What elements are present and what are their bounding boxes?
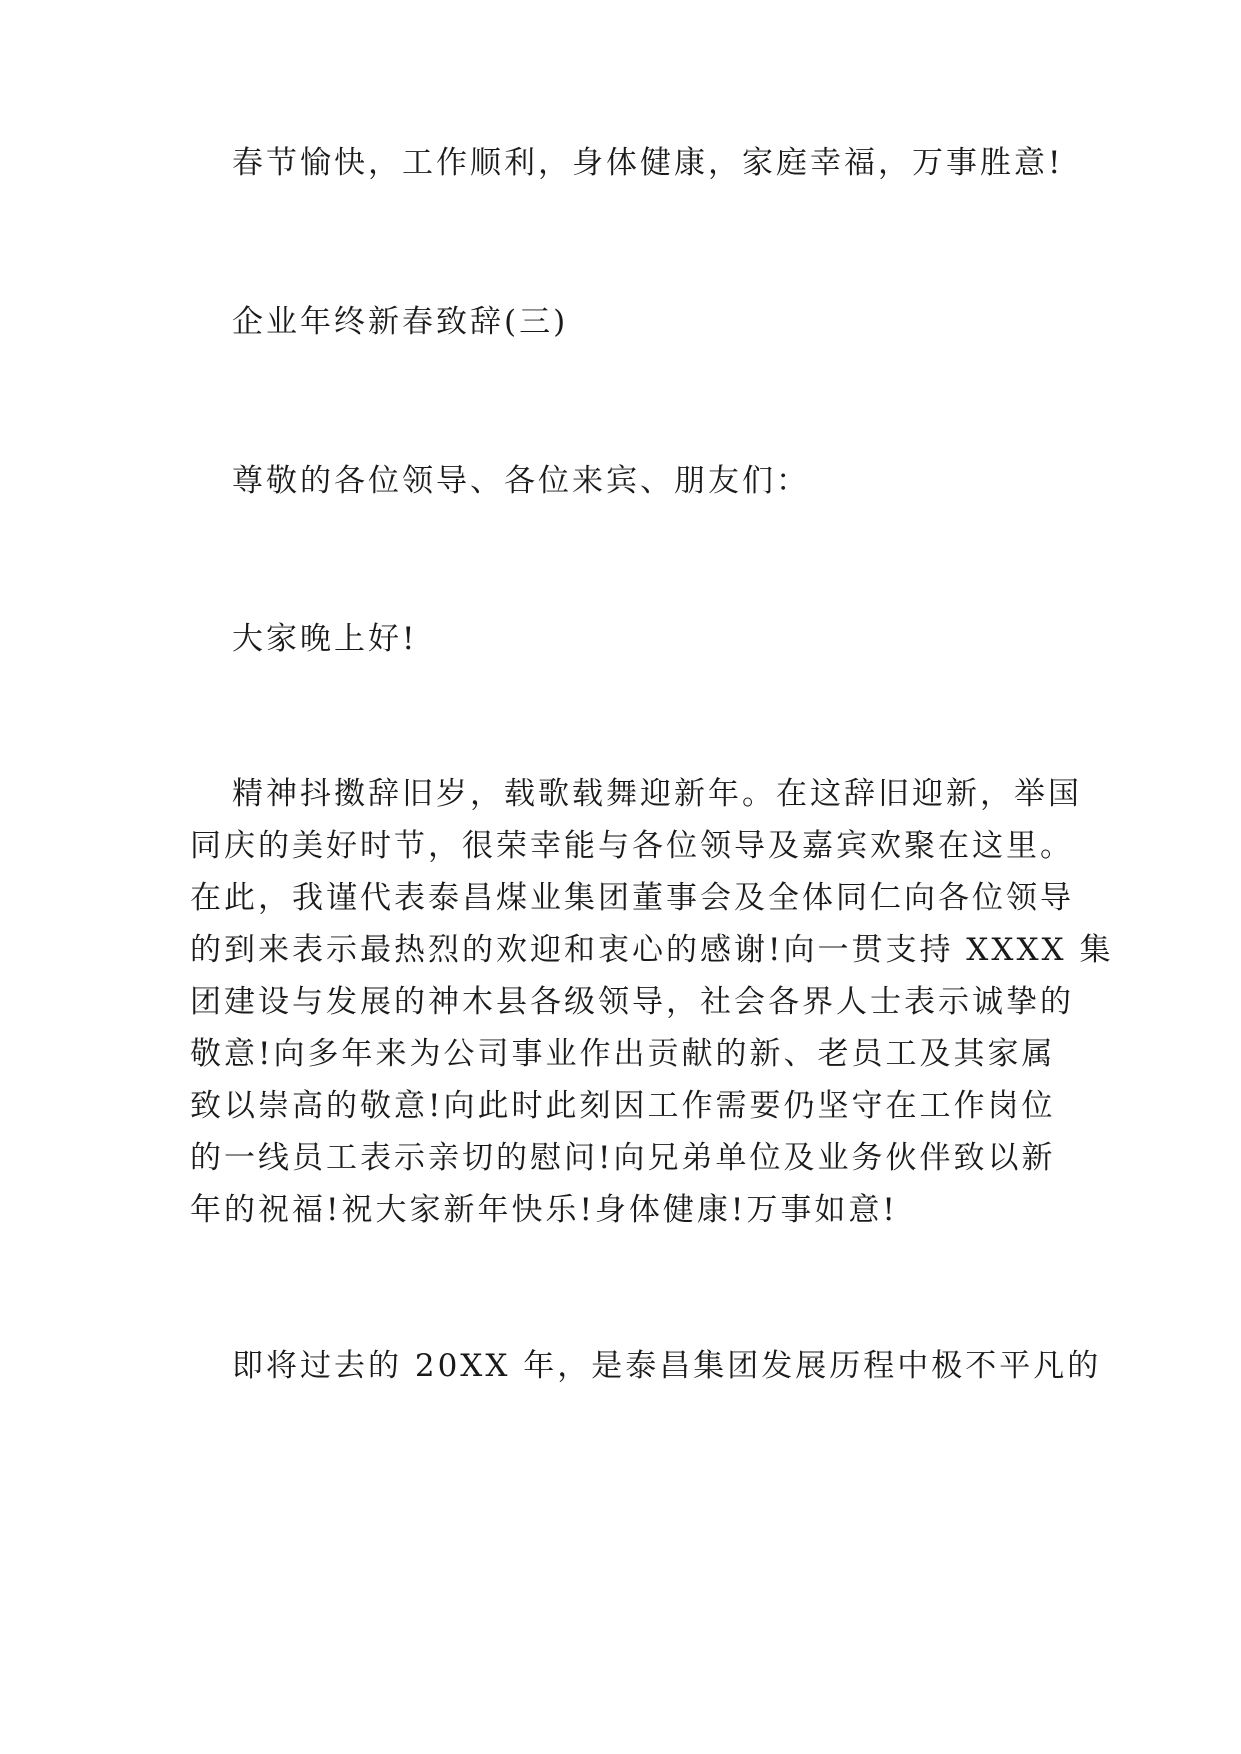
paragraph-main-body — [190, 768, 1114, 1236]
text-line: 在此，我谨代表泰昌煤业集团董事会及全体同仁向各位领导 — [190, 880, 1074, 916]
text-line: 致以崇高的敬意!向此时此刻因工作需要仍坚守在工作岗位 — [190, 1088, 1056, 1124]
text-line: 大家晚上好! — [232, 621, 418, 657]
paragraph-year-review — [190, 1340, 1102, 1392]
text-line: 同庆的美好时节，很荣幸能与各位领导及嘉宾欢聚在这里。 — [190, 828, 1074, 864]
text-line: 尊敬的各位领导、各位来宾、朋友们： — [232, 463, 810, 499]
paragraph-blessing — [190, 137, 1064, 189]
text-line: 精神抖擞辞旧岁，载歌载舞迎新年。在这辞旧迎新，举国 — [232, 776, 1082, 812]
text-line: 团建设与发展的神木县各级领导，社会各界人士表示诚挚的 — [190, 984, 1074, 1020]
paragraph-greeting — [190, 613, 1050, 665]
paragraph-salutation — [190, 455, 1050, 507]
text-line: 即将过去的 20XX 年，是泰昌集团发展历程中极不平凡的 — [232, 1348, 1102, 1384]
text-line: 企业年终新春致辞(三) — [232, 304, 569, 340]
text-line: 的一线员工表示亲切的慰问!向兄弟单位及业务伙伴致以新 — [190, 1140, 1056, 1176]
section-title — [190, 296, 1050, 348]
text-line: 春节愉快，工作顺利，身体健康，家庭幸福，万事胜意! — [232, 145, 1064, 181]
text-line: 敬意!向多年来为公司事业作出贡献的新、老员工及其家属 — [190, 1036, 1056, 1072]
text-line: 年的祝福!祝大家新年快乐!身体健康!万事如意! — [190, 1192, 898, 1228]
text-line: 的到来表示最热烈的欢迎和衷心的感谢!向一贯支持 XXXX 集 — [190, 932, 1114, 968]
